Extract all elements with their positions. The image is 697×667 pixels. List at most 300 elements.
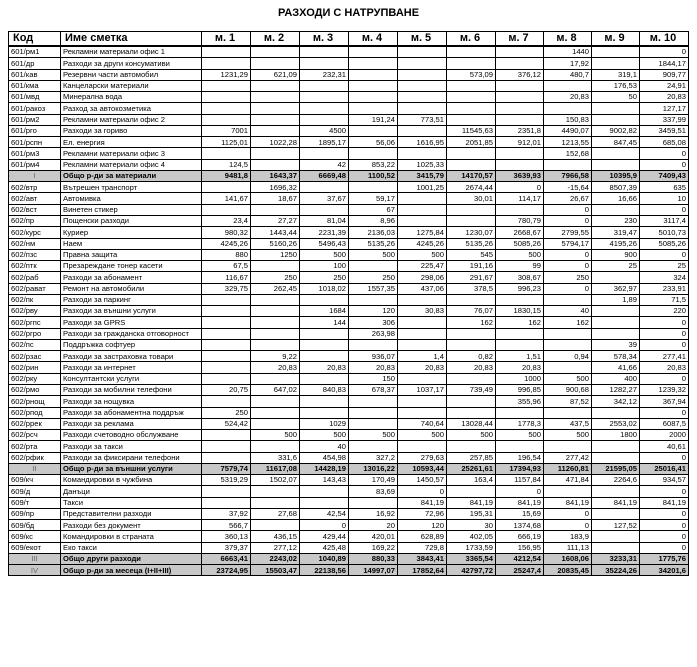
month-2-value: [251, 497, 300, 508]
month-1-value: 20,75: [202, 384, 251, 395]
month-9-value: 2264,6: [592, 475, 640, 486]
table-row: [9, 362, 689, 373]
month-6-value: [447, 114, 496, 125]
month-3-value: 1895,17: [300, 137, 349, 148]
month-4-value: 13016,22: [349, 463, 398, 474]
account-code: 601/мвд: [9, 92, 61, 103]
month-9-value: 35224,26: [592, 565, 640, 576]
month-1-value: 4245,26: [202, 238, 251, 249]
month-3-value: [300, 373, 349, 384]
account-code: 602/авт: [9, 193, 61, 204]
month-3-value: 42,54: [300, 508, 349, 519]
month-7-value: [496, 204, 544, 215]
month-3-value: 100: [300, 261, 349, 272]
month-8-value: 1440: [544, 46, 592, 58]
account-name: Разходи за нощувка: [61, 396, 202, 407]
month-10-value: 220: [640, 306, 689, 317]
month-3-value: [300, 407, 349, 418]
account-name: Автомивка: [61, 193, 202, 204]
month-5-value: 120: [398, 520, 447, 531]
account-code: 602/рмо: [9, 384, 61, 395]
account-name: Разходи за паркинг: [61, 294, 202, 305]
month-3-value: 81,04: [300, 215, 349, 226]
month-7-value: 196,54: [496, 452, 544, 463]
month-10-value: 0: [640, 204, 689, 215]
account-name: Винетен стикер: [61, 204, 202, 215]
month-1-value: [202, 58, 251, 69]
month-5-value: 279,63: [398, 452, 447, 463]
account-code: 602/рсч: [9, 430, 61, 441]
month-9-value: 50: [592, 92, 640, 103]
month-7-value: [496, 328, 544, 339]
month-8-value: 17,92: [544, 58, 592, 69]
month-8-value: [544, 103, 592, 114]
month-6-value: 1230,07: [447, 227, 496, 238]
month-10-value: 0: [640, 148, 689, 159]
month-10-value: 3459,51: [640, 125, 689, 136]
month-10-value: 1844,17: [640, 58, 689, 69]
month-3-value: 5496,43: [300, 238, 349, 249]
month-2-value: 277,12: [251, 542, 300, 553]
month-4-value: [349, 80, 398, 91]
account-code: 609/т: [9, 497, 61, 508]
month-7-value: [496, 103, 544, 114]
report-title: РАЗХОДИ С НАТРУПВАНЕ: [277, 7, 420, 19]
month-8-value: 500: [544, 430, 592, 441]
account-code: 602/рин: [9, 362, 61, 373]
table-row: [9, 328, 689, 339]
month-10-value: 685,08: [640, 137, 689, 148]
account-code: 609/пр: [9, 508, 61, 519]
month-10-value: 934,57: [640, 475, 689, 486]
month-8-value: -15,64: [544, 182, 592, 193]
month-5-value: [398, 125, 447, 136]
month-8-value: 0: [544, 204, 592, 215]
account-name: Рекламни материали офис 1: [61, 46, 202, 58]
month-2-value: [251, 418, 300, 429]
month-8-value: 0: [544, 520, 592, 531]
month-8-value: 2799,55: [544, 227, 592, 238]
month-6-value: [447, 407, 496, 418]
month-4-value: 678,37: [349, 384, 398, 395]
total-row: [9, 170, 689, 181]
table-row: [9, 193, 689, 204]
account-name: Наем: [61, 238, 202, 249]
month-8-value: [544, 159, 592, 170]
account-code: 602/рта: [9, 441, 61, 452]
month-5-value: 10593,44: [398, 463, 447, 474]
month-1-value: [202, 452, 251, 463]
month-5-value: 20,83: [398, 362, 447, 373]
month-10-value: 71,5: [640, 294, 689, 305]
month-8-value: 250: [544, 272, 592, 283]
month-3-value: 425,48: [300, 542, 349, 553]
month-5-value: [398, 396, 447, 407]
month-8-value: 7966,58: [544, 170, 592, 181]
month-1-value: [202, 362, 251, 373]
month-3-value: 22138,56: [300, 565, 349, 576]
month-2-value: [251, 58, 300, 69]
table-row: [9, 542, 689, 553]
account-name: Поддръжка софтуер: [61, 339, 202, 350]
account-name: Разходи за фиксирани телефони: [61, 452, 202, 463]
month-7-value: 0: [496, 486, 544, 497]
month-5-value: 3415,79: [398, 170, 447, 181]
month-6-value: 195,31: [447, 508, 496, 519]
month-2-value: [251, 261, 300, 272]
month-9-value: [592, 58, 640, 69]
header-month-10: м. 10: [640, 32, 689, 47]
month-4-value: [349, 58, 398, 69]
month-7-value: 996,23: [496, 283, 544, 294]
month-4-value: 2136,03: [349, 227, 398, 238]
month-6-value: 3365,54: [447, 553, 496, 564]
month-7-value: 17394,93: [496, 463, 544, 474]
month-4-value: [349, 497, 398, 508]
month-4-value: [349, 92, 398, 103]
month-8-value: 20,83: [544, 92, 592, 103]
header-month-9: м. 9: [592, 32, 640, 47]
table-row: [9, 114, 689, 125]
account-name: Разходи за други консумативи: [61, 58, 202, 69]
month-5-value: [398, 373, 447, 384]
account-code: 602/птк: [9, 261, 61, 272]
month-9-value: 21595,05: [592, 463, 640, 474]
table-row: [9, 520, 689, 531]
month-3-value: [300, 351, 349, 362]
month-8-value: [544, 486, 592, 497]
month-2-value: [251, 306, 300, 317]
account-code: 601/кма: [9, 80, 61, 91]
month-8-value: [544, 328, 592, 339]
month-10-value: 1239,32: [640, 384, 689, 395]
month-2-value: [251, 520, 300, 531]
month-5-value: 1037,17: [398, 384, 447, 395]
account-name: Такси: [61, 497, 202, 508]
month-8-value: 0: [544, 283, 592, 294]
month-6-value: 13028,44: [447, 418, 496, 429]
month-8-value: 0: [544, 261, 592, 272]
month-8-value: 5794,17: [544, 238, 592, 249]
month-6-value: [447, 441, 496, 452]
month-4-value: 83,69: [349, 486, 398, 497]
month-3-value: 42: [300, 159, 349, 170]
month-2-value: 500: [251, 430, 300, 441]
month-3-value: 454,98: [300, 452, 349, 463]
account-code: 602/нм: [9, 238, 61, 249]
header-month-5: м. 5: [398, 32, 447, 47]
month-10-value: 25016,41: [640, 463, 689, 474]
account-name: Представителни разходи: [61, 508, 202, 519]
month-1-value: [202, 497, 251, 508]
account-name: Общо р-ди за външни услуги: [61, 463, 202, 474]
header-code: Код: [9, 32, 61, 47]
month-2-value: [251, 204, 300, 215]
account-code: II: [9, 463, 61, 474]
month-3-value: [300, 294, 349, 305]
month-6-value: 191,16: [447, 261, 496, 272]
month-8-value: 40: [544, 306, 592, 317]
month-1-value: 360,13: [202, 531, 251, 542]
month-10-value: 0: [640, 542, 689, 553]
month-2-value: [251, 396, 300, 407]
month-1-value: [202, 373, 251, 384]
account-code: I: [9, 170, 61, 181]
month-3-value: 1040,89: [300, 553, 349, 564]
month-6-value: 163,4: [447, 475, 496, 486]
month-1-value: 880: [202, 249, 251, 260]
month-9-value: 342,12: [592, 396, 640, 407]
month-6-value: 739,49: [447, 384, 496, 395]
month-4-value: 56,06: [349, 137, 398, 148]
month-5-value: [398, 103, 447, 114]
month-2-value: 1250: [251, 249, 300, 260]
month-10-value: 367,94: [640, 396, 689, 407]
month-2-value: 1696,32: [251, 182, 300, 193]
table-row: [9, 384, 689, 395]
month-9-value: 319,1: [592, 69, 640, 80]
month-2-value: [251, 92, 300, 103]
month-5-value: 500: [398, 430, 447, 441]
month-6-value: [447, 294, 496, 305]
account-code: 602/вст: [9, 204, 61, 215]
month-7-value: [496, 80, 544, 91]
account-name: Правна защита: [61, 249, 202, 260]
month-9-value: 1,89: [592, 294, 640, 305]
month-4-value: 16,92: [349, 508, 398, 519]
account-code: 602/пс: [9, 339, 61, 350]
month-9-value: [592, 148, 640, 159]
month-5-value: 225,47: [398, 261, 447, 272]
month-5-value: [398, 441, 447, 452]
month-4-value: [349, 182, 398, 193]
account-code: 609/д: [9, 486, 61, 497]
month-1-value: [202, 441, 251, 452]
month-2-value: 27,27: [251, 215, 300, 226]
month-8-value: 1608,06: [544, 553, 592, 564]
month-10-value: 2000: [640, 430, 689, 441]
month-7-value: 2668,67: [496, 227, 544, 238]
month-3-value: [300, 182, 349, 193]
month-7-value: [496, 58, 544, 69]
month-3-value: 14428,19: [300, 463, 349, 474]
header-account-name: Име сметка: [61, 32, 202, 47]
month-5-value: [398, 407, 447, 418]
account-code: 602/ррек: [9, 418, 61, 429]
header-month-4: м. 4: [349, 32, 398, 47]
month-8-value: 152,68: [544, 148, 592, 159]
month-6-value: [447, 58, 496, 69]
month-3-value: 143,43: [300, 475, 349, 486]
month-6-value: [447, 46, 496, 58]
month-6-value: 14170,57: [447, 170, 496, 181]
month-1-value: 124,5: [202, 159, 251, 170]
month-1-value: [202, 148, 251, 159]
month-10-value: 5010,73: [640, 227, 689, 238]
month-7-value: 156,95: [496, 542, 544, 553]
month-5-value: 1025,33: [398, 159, 447, 170]
month-3-value: 500: [300, 430, 349, 441]
month-6-value: 11545,63: [447, 125, 496, 136]
month-3-value: [300, 103, 349, 114]
month-2-value: [251, 80, 300, 91]
month-10-value: 0: [640, 159, 689, 170]
month-2-value: [251, 159, 300, 170]
account-name: Общо р-ди за материали: [61, 170, 202, 181]
month-1-value: 141,67: [202, 193, 251, 204]
month-4-value: 20,83: [349, 362, 398, 373]
account-name: Рекламни материали офис 4: [61, 159, 202, 170]
month-1-value: [202, 114, 251, 125]
month-7-value: [496, 46, 544, 58]
month-4-value: [349, 294, 398, 305]
month-5-value: 1001,25: [398, 182, 447, 193]
month-7-value: 114,17: [496, 193, 544, 204]
month-5-value: 773,51: [398, 114, 447, 125]
month-2-value: 262,45: [251, 283, 300, 294]
month-2-value: 1643,37: [251, 170, 300, 181]
month-3-value: 840,83: [300, 384, 349, 395]
month-6-value: [447, 103, 496, 114]
table-row: [9, 486, 689, 497]
month-9-value: [592, 114, 640, 125]
month-9-value: 230: [592, 215, 640, 226]
table-row: [9, 475, 689, 486]
month-2-value: [251, 114, 300, 125]
month-8-value: 162: [544, 317, 592, 328]
table-row: [9, 249, 689, 260]
month-5-value: [398, 317, 447, 328]
total-row: [9, 553, 689, 564]
table-row: [9, 137, 689, 148]
month-1-value: 1125,01: [202, 137, 251, 148]
month-3-value: [300, 58, 349, 69]
account-code: III: [9, 553, 61, 564]
month-7-value: 1,51: [496, 351, 544, 362]
month-3-value: 20,83: [300, 362, 349, 373]
month-9-value: 25: [592, 261, 640, 272]
month-10-value: 127,17: [640, 103, 689, 114]
month-7-value: 1157,84: [496, 475, 544, 486]
month-1-value: [202, 339, 251, 350]
month-9-value: 127,52: [592, 520, 640, 531]
month-8-value: 183,9: [544, 531, 592, 542]
month-7-value: [496, 407, 544, 418]
month-9-value: 362,97: [592, 283, 640, 294]
month-1-value: 23724,95: [202, 565, 251, 576]
month-7-value: 2351,8: [496, 125, 544, 136]
month-7-value: 15,69: [496, 508, 544, 519]
account-name: Разход за автокозметика: [61, 103, 202, 114]
month-5-value: [398, 80, 447, 91]
month-10-value: 25: [640, 261, 689, 272]
month-5-value: 1275,84: [398, 227, 447, 238]
account-code: 602/рзас: [9, 351, 61, 362]
month-3-value: [300, 339, 349, 350]
month-4-value: 263,98: [349, 328, 398, 339]
month-4-value: 853,22: [349, 159, 398, 170]
month-8-value: 471,84: [544, 475, 592, 486]
month-7-value: 308,67: [496, 272, 544, 283]
month-7-value: 355,96: [496, 396, 544, 407]
month-3-value: 232,31: [300, 69, 349, 80]
month-2-value: 250: [251, 272, 300, 283]
account-name: Презареждане тонер касети: [61, 261, 202, 272]
month-2-value: 20,83: [251, 362, 300, 373]
month-9-value: 319,47: [592, 227, 640, 238]
month-5-value: [398, 193, 447, 204]
month-4-value: 59,17: [349, 193, 398, 204]
month-1-value: [202, 294, 251, 305]
month-2-value: 1443,44: [251, 227, 300, 238]
table-row: [9, 497, 689, 508]
month-3-value: [300, 396, 349, 407]
table-row: [9, 92, 689, 103]
account-name: Консултантски услуги: [61, 373, 202, 384]
month-9-value: [592, 508, 640, 519]
month-3-value: 429,44: [300, 531, 349, 542]
month-6-value: 573,09: [447, 69, 496, 80]
header-month-3: м. 3: [300, 32, 349, 47]
month-6-value: [447, 339, 496, 350]
table-row: [9, 182, 689, 193]
month-3-value: 250: [300, 272, 349, 283]
month-7-value: 376,12: [496, 69, 544, 80]
month-2-value: 15503,47: [251, 565, 300, 576]
table-row: [9, 159, 689, 170]
month-8-value: 500: [544, 373, 592, 384]
table-row: [9, 227, 689, 238]
month-2-value: [251, 125, 300, 136]
account-code: 609/кч: [9, 475, 61, 486]
month-4-value: 250: [349, 272, 398, 283]
month-10-value: 24,91: [640, 80, 689, 91]
month-6-value: [447, 148, 496, 159]
account-code: 609/екот: [9, 542, 61, 553]
month-5-value: [398, 148, 447, 159]
month-8-value: 437,5: [544, 418, 592, 429]
month-1-value: [202, 317, 251, 328]
table-row: [9, 215, 689, 226]
month-1-value: [202, 103, 251, 114]
month-8-value: 4490,07: [544, 125, 592, 136]
month-9-value: [592, 328, 640, 339]
month-10-value: 277,41: [640, 351, 689, 362]
month-7-value: 1830,15: [496, 306, 544, 317]
month-4-value: 14997,07: [349, 565, 398, 576]
month-10-value: 0: [640, 520, 689, 531]
month-2-value: 11617,08: [251, 463, 300, 474]
month-8-value: [544, 339, 592, 350]
month-4-value: [349, 441, 398, 452]
month-1-value: 5319,29: [202, 475, 251, 486]
account-name: Разходи за реклама: [61, 418, 202, 429]
month-4-value: [349, 148, 398, 159]
month-7-value: 0: [496, 182, 544, 193]
account-name: Рекламни материали офис 3: [61, 148, 202, 159]
month-1-value: 566,7: [202, 520, 251, 531]
month-1-value: 329,75: [202, 283, 251, 294]
total-row: [9, 565, 689, 576]
month-2-value: 647,02: [251, 384, 300, 395]
account-code: 601/рм2: [9, 114, 61, 125]
account-code: 601/рм4: [9, 159, 61, 170]
table-row: [9, 103, 689, 114]
month-10-value: 0: [640, 249, 689, 260]
month-1-value: 379,37: [202, 542, 251, 553]
month-6-value: 30,01: [447, 193, 496, 204]
table-row: [9, 396, 689, 407]
